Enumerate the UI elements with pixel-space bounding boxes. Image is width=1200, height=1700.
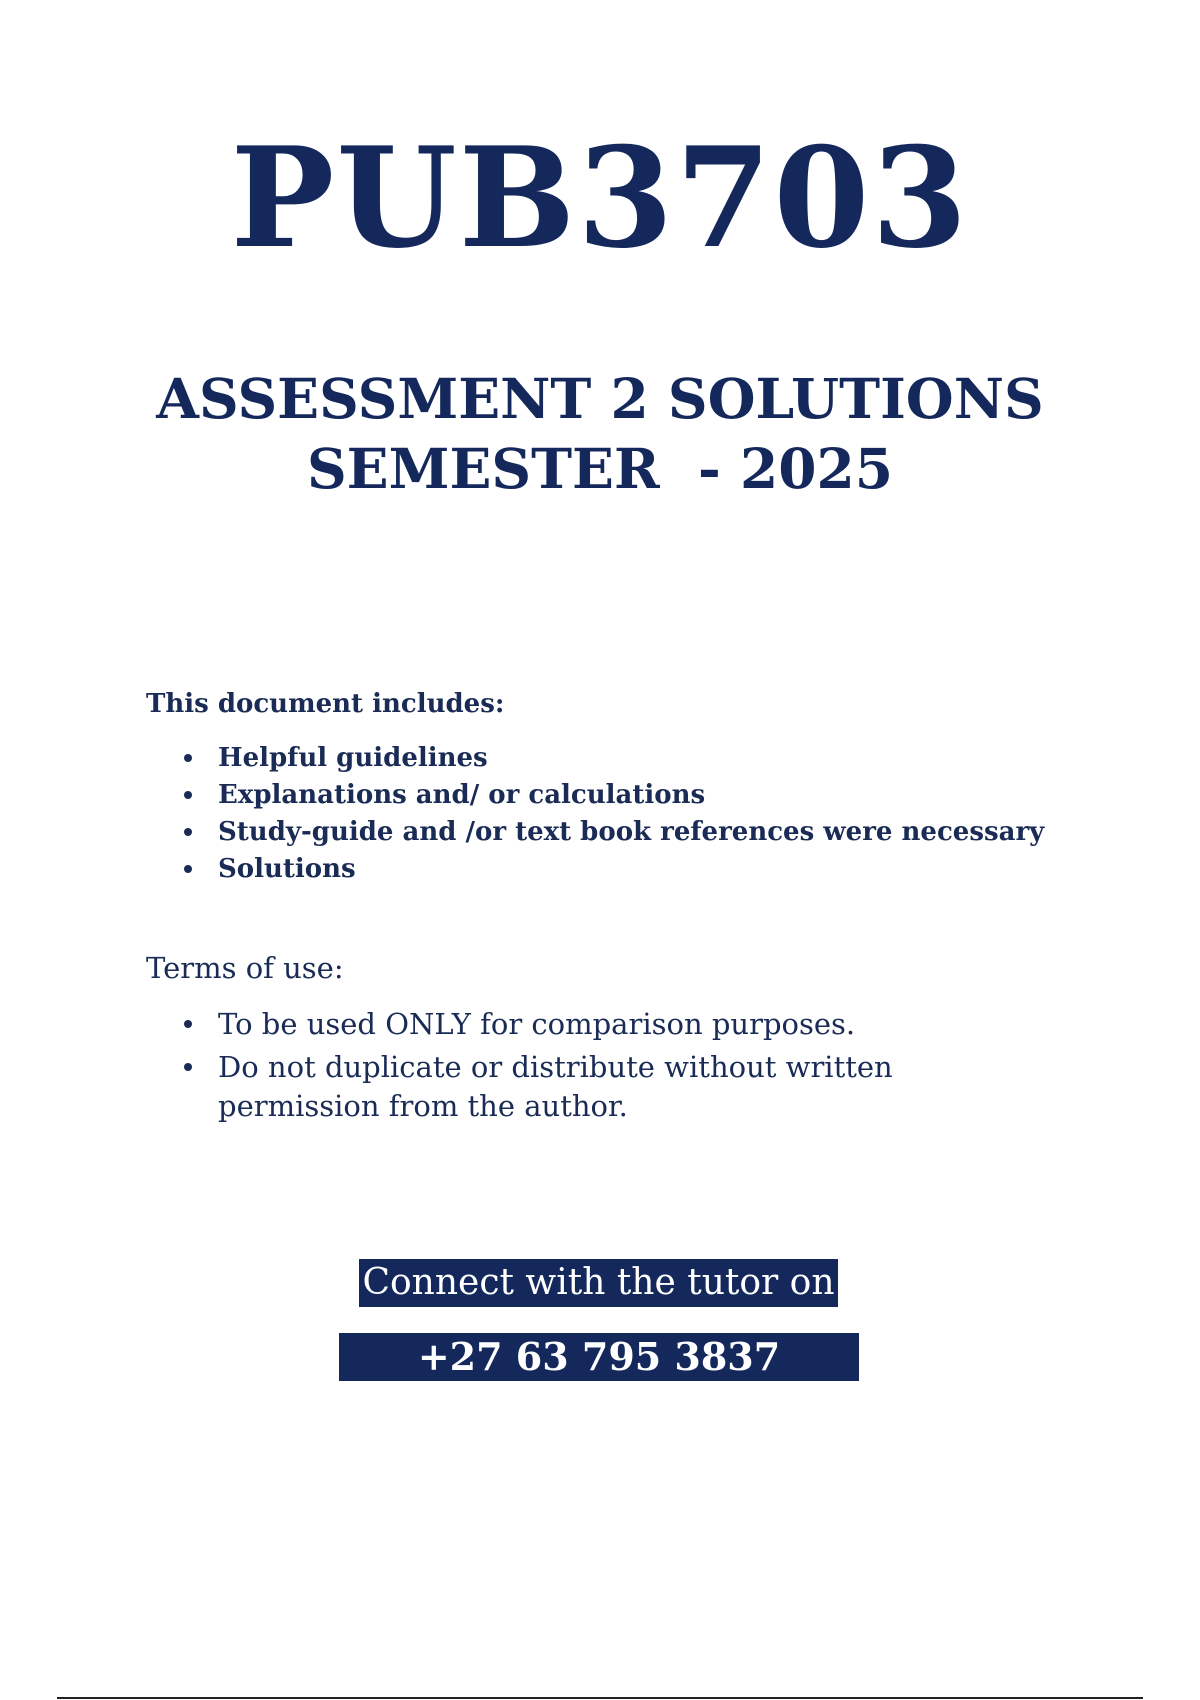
list-item-text: Study-guide and /or text book references were necessary [218, 817, 1045, 847]
bullet-icon [184, 1063, 192, 1071]
bullet-icon [184, 754, 192, 762]
list-item [146, 814, 1044, 851]
phone-number: +27 63 795 3837 [339, 1333, 859, 1381]
list-item-text: Solutions [218, 854, 356, 884]
terms-heading: Terms of use: [146, 951, 344, 985]
bullet-icon [184, 1020, 192, 1028]
bullet-icon [184, 865, 192, 873]
footer-divider [57, 1697, 1143, 1699]
list-item [146, 777, 1044, 814]
bullet-icon [184, 791, 192, 799]
includes-list [146, 740, 1044, 888]
list-item-text: Helpful guidelines [218, 743, 488, 773]
course-code-title: PUB3703 [230, 116, 970, 279]
includes-heading: This document includes: [146, 689, 505, 719]
subtitle-line-2: SEMESTER - 2025 [306, 436, 894, 501]
contact-label: Connect with the tutor on [359, 1259, 838, 1307]
subtitle-line-1: ASSESSMENT 2 SOLUTIONS [156, 366, 1044, 431]
list-item-text: To be used ONLY for comparison purposes. [218, 1007, 856, 1041]
list-item-text: Do not duplicate or distribute without written permission from the author. [218, 1050, 893, 1123]
list-item [146, 1005, 946, 1044]
list-item [146, 851, 1044, 888]
list-item-text: Explanations and/ or calculations [218, 780, 706, 810]
list-item [146, 1048, 946, 1126]
bullet-icon [184, 828, 192, 836]
assessment-subtitle [0, 364, 1200, 504]
terms-list [146, 1005, 946, 1130]
list-item [146, 740, 1044, 777]
